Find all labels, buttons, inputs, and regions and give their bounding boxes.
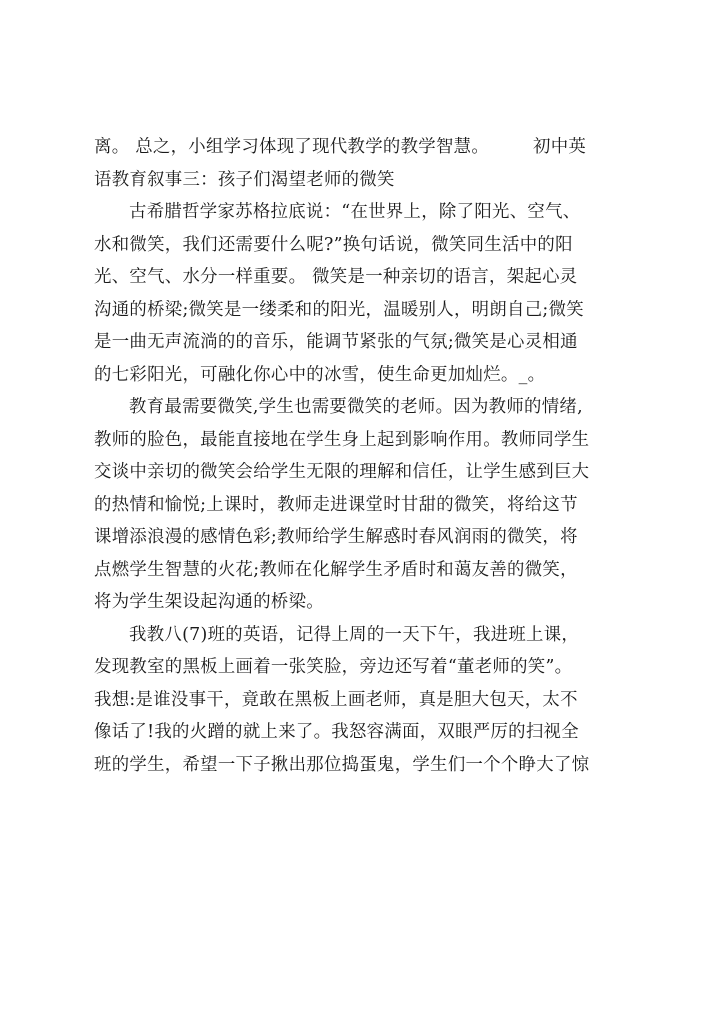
text-line-content: 我教八(7)班的英语，记得上周的一天下午，我进班上课， [129, 624, 580, 645]
text-line-content: 水和微笑，我们还需要什么呢?”换句话说，微笑同生活中的阳 [94, 234, 573, 255]
text-line-content: 古希腊哲学家苏格拉底说：“在世界上，除了阳光、空气、 [129, 202, 581, 222]
text-line-content: 沟通的桥梁;微笑是一缕柔和的阳光，温暖别人，明朗自己;微笑 [94, 299, 584, 320]
paragraph-first-line [94, 619, 634, 652]
text-line [94, 651, 634, 684]
text-line [94, 294, 634, 327]
paragraph-first-line [94, 391, 634, 424]
text-line [94, 489, 634, 522]
text-line [94, 521, 634, 554]
text-line-content: 教育最需要微笑,学生也需要微笑的老师。因为教师的情绪, [129, 397, 583, 417]
text-line-content: 像话了!我的火蹭的就上来了。我怒容满面，双眼严厉的扫视全 [94, 722, 579, 742]
text-line [94, 554, 634, 587]
text-line-content: 的七彩阳光，可融化你心中的冰雪，使生命更加灿烂。_。 [94, 364, 546, 385]
text-line-content: 我想:是谁没事干，竟敢在黑板上画老师，真是胆大包天，太不 [94, 689, 578, 710]
text-line [94, 261, 634, 294]
text-line-content: 交谈中亲切的微笑会给学生无限的理解和信任，让学生感到巨大 [94, 462, 590, 482]
text-line [94, 164, 634, 197]
text-line-content: 课增添浪漫的感情色彩;教师给学生解惑时春风润雨的微笑，将 [94, 527, 578, 547]
document-body [94, 131, 634, 781]
text-line-tail: 初中英 [533, 137, 587, 157]
text-line [94, 424, 634, 457]
text-line-content: 离。 总之，小组学习体现了现代教学的教学智慧。 [94, 137, 490, 157]
text-line [94, 131, 634, 164]
text-line-content: 是一曲无声流淌的的音乐，能调节紧张的气氛;微笑是心灵相通 [94, 332, 578, 352]
section-heading: 语教育叙事三：孩子们渴望老师的微笑 [94, 169, 395, 190]
text-line-content: 的热情和愉悦;上课时，教师走进课堂时甘甜的微笑，将给这节 [94, 494, 578, 515]
text-line [94, 229, 634, 262]
text-line-content: 班的学生，希望一下子揪出那位捣蛋鬼，学生们一个个睁大了惊 [94, 754, 590, 775]
text-line [94, 684, 634, 717]
text-line [94, 716, 634, 749]
text-line-content: 光、空气、水分一样重要。 微笑是一种亲切的语言，架起心灵 [94, 267, 578, 287]
text-line [94, 586, 634, 619]
text-line-content: 将为学生架设起沟通的桥梁。 [94, 592, 324, 612]
text-line [94, 326, 634, 359]
text-line-content: 教师的脸色，最能直接地在学生身上起到影响作用。教师同学生 [94, 429, 590, 450]
text-line-content: 发现教室的黑板上画着一张笑脸，旁边还写着“董老师的笑”。 [94, 657, 573, 677]
text-line [94, 456, 634, 489]
text-line-content: 点燃学生智慧的火花;教师在化解学生矛盾时和蔼友善的微笑， [94, 559, 578, 580]
text-line [94, 749, 634, 782]
text-line [94, 359, 634, 392]
paragraph-first-line [94, 196, 634, 229]
